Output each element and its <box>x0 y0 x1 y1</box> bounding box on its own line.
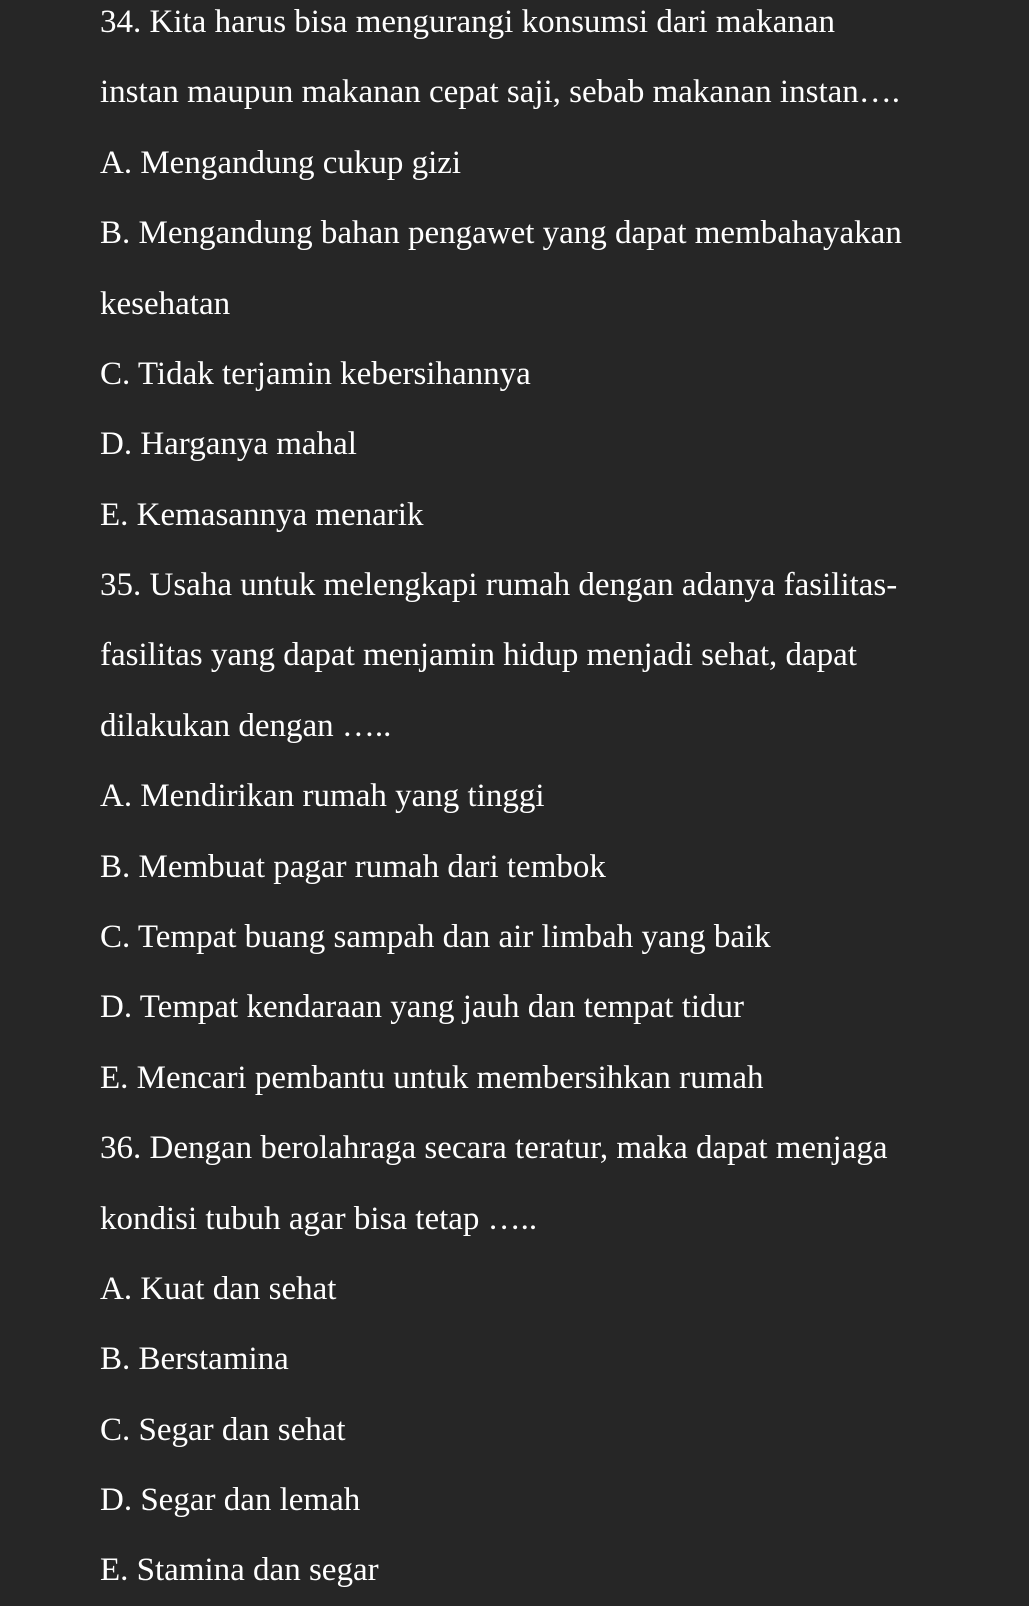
q34-option-c: C. Tidak terjamin kebersihannya <box>100 356 531 392</box>
q35-option-a: A. Mendirikan rumah yang tinggi <box>100 778 545 814</box>
q35-option-b: B. Membuat pagar rumah dari tembok <box>100 849 606 885</box>
q36-option-c: C. Segar dan sehat <box>100 1412 346 1448</box>
q36-option-d: D. Segar dan lemah <box>100 1482 361 1518</box>
q34-option-a: A. Mengandung cukup gizi <box>100 145 462 181</box>
q34-stem-line-1: 34. Kita harus bisa mengurangi konsumsi dari makanan <box>100 4 836 40</box>
q35-option-e: E. Mencari pembantu untuk membersihkan rumah <box>100 1060 764 1096</box>
q35-stem-line-2: fasilitas yang dapat menjamin hidup menjadi sehat, dapat <box>100 637 857 673</box>
q35-stem-line-1: 35. Usaha untuk melengkapi rumah dengan adanya fasilitas- <box>100 567 898 603</box>
q36-stem-line-1: 36. Dengan berolahraga secara teratur, maka dapat menjaga <box>100 1130 888 1166</box>
q36-option-e: E. Stamina dan segar <box>100 1552 379 1588</box>
q34-option-b-line-1: B. Mengandung bahan pengawet yang dapat membahayakan <box>100 215 902 251</box>
q36-stem-line-2: kondisi tubuh agar bisa tetap ….. <box>100 1201 538 1237</box>
q35-option-c: C. Tempat buang sampah dan air limbah yang baik <box>100 919 771 955</box>
q35-option-d: D. Tempat kendaraan yang jauh dan tempat tidur <box>100 989 745 1025</box>
q34-option-b-line-2: kesehatan <box>100 286 231 322</box>
q34-option-d: D. Harganya mahal <box>100 426 357 462</box>
q35-stem-line-3: dilakukan dengan ….. <box>100 708 392 744</box>
q36-option-a: A. Kuat dan sehat <box>100 1271 337 1307</box>
q34-option-e: E. Kemasannya menarik <box>100 497 424 533</box>
q36-option-b: B. Berstamina <box>100 1341 289 1377</box>
q34-stem-line-2: instan maupun makanan cepat saji, sebab makanan instan…. <box>100 74 901 110</box>
